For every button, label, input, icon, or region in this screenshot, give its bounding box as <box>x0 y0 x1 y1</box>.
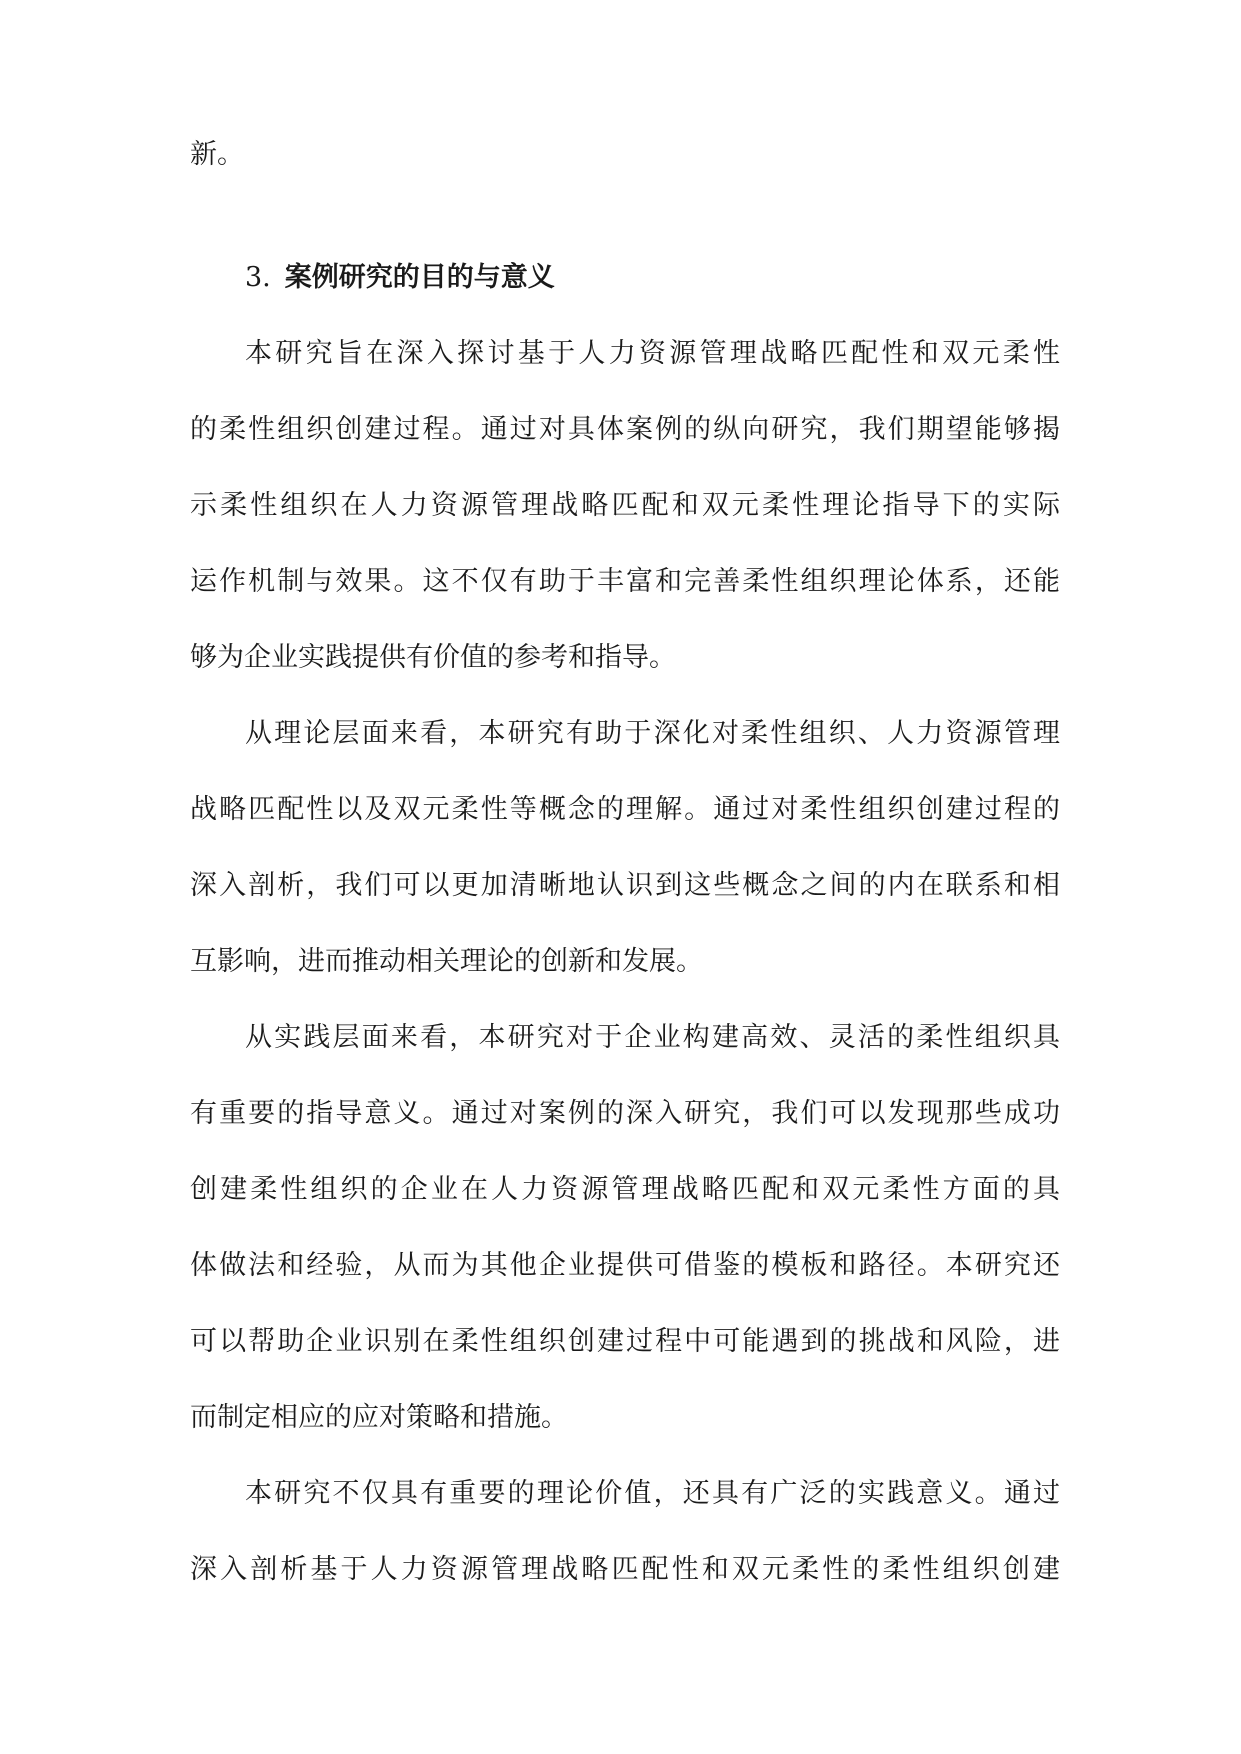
section-number: 3. <box>245 262 271 293</box>
paragraph-2-line-2: 战略匹配性以及双元柔性等概念的理解。通过对柔性组织创建过程的 <box>190 794 1060 825</box>
paragraph-2-line-1: 从理论层面来看，本研究有助于深化对柔性组织、人力资源管理 <box>245 718 1060 749</box>
paragraph-4-line-1: 本研究不仅具有重要的理论价值，还具有广泛的实践意义。通过 <box>245 1478 1060 1509</box>
paragraph-3-line-5: 可以帮助企业识别在柔性组织创建过程中可能遇到的挑战和风险，进 <box>190 1326 1060 1357</box>
paragraph-1-line-2: 的柔性组织创建过程。通过对具体案例的纵向研究，我们期望能够揭 <box>190 414 1060 445</box>
paragraph-1-line-5: 够为企业实践提供有价值的参考和指导。 <box>190 642 676 673</box>
paragraph-3-line-1: 从实践层面来看，本研究对于企业构建高效、灵活的柔性组织具 <box>245 1022 1060 1053</box>
section-heading <box>245 258 555 298</box>
paragraph-3-line-6: 而制定相应的应对策略和措施。 <box>190 1402 568 1433</box>
paragraph-3-line-2: 有重要的指导意义。通过对案例的深入研究，我们可以发现那些成功 <box>190 1098 1060 1129</box>
paragraph-3-line-3: 创建柔性组织的企业在人力资源管理战略匹配和双元柔性方面的具 <box>190 1174 1060 1205</box>
carry-over-text: 新。 <box>190 139 244 170</box>
paragraph-3-line-4: 体做法和经验，从而为其他企业提供可借鉴的模板和路径。本研究还 <box>190 1250 1060 1281</box>
paragraph-2-line-3: 深入剖析，我们可以更加清晰地认识到这些概念之间的内在联系和相 <box>190 870 1060 901</box>
paragraph-2-line-4: 互影响，进而推动相关理论的创新和发展。 <box>190 946 703 977</box>
paragraph-1-line-3: 示柔性组织在人力资源管理战略匹配和双元柔性理论指导下的实际 <box>190 490 1060 521</box>
paragraph-1-line-4: 运作机制与效果。这不仅有助于丰富和完善柔性组织理论体系，还能 <box>190 566 1060 597</box>
section-title: 案例研究的目的与意义 <box>284 262 555 293</box>
paragraph-4-line-2: 深入剖析基于人力资源管理战略匹配性和双元柔性的柔性组织创建 <box>190 1554 1060 1585</box>
paragraph-1-line-1: 本研究旨在深入探讨基于人力资源管理战略匹配性和双元柔性 <box>245 338 1060 369</box>
